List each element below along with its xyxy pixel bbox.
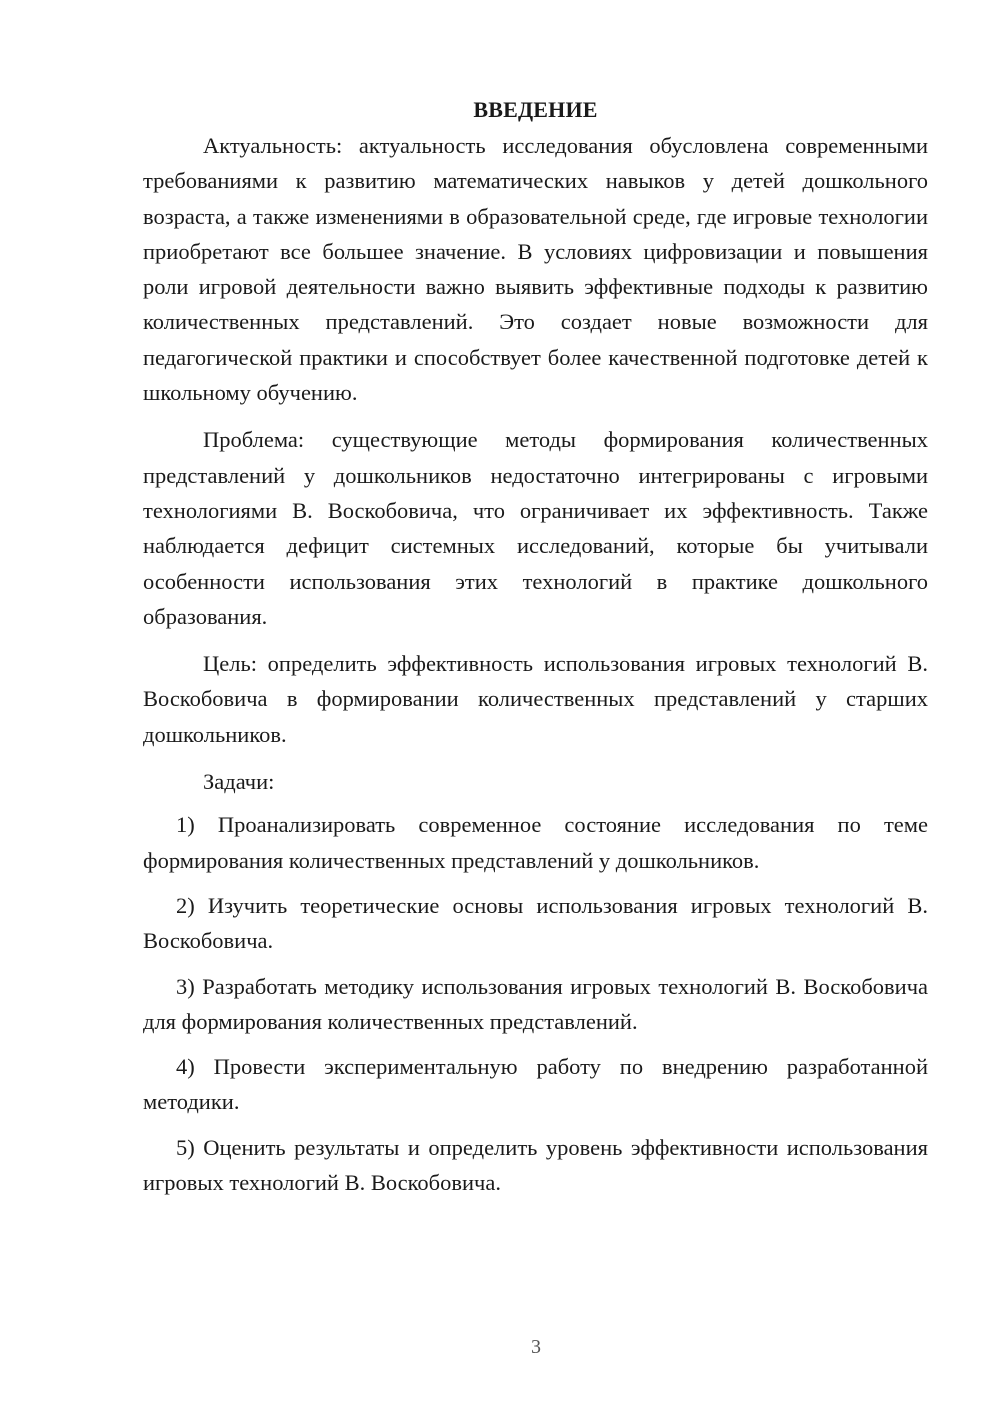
paragraph-relevance: Актуальность: актуальность исследования обусловлена современными требованиями к развитию математических навыков у детей дошкольного возраста, а также изменениями в образовательной среде, где игровые технологии приобретают все большее значение. В условиях цифровизации и повышения роли игровой деятельности важно выявить эффективные подходы к развитию количественных представлений. Это создает новые возможности для педагогической практики и способствует более качественной подготовке детей к школьному обучению. [143, 133, 928, 406]
task-item-2: 2) Изучить теоретические основы использования игровых технологий В. Воскобовича. [143, 892, 928, 954]
tasks-label: Задачи: [203, 769, 275, 795]
task-item-5: 5) Оценить результаты и определить уровень эффективности использования игровых технологий В. Воскобовича. [143, 1134, 928, 1196]
paragraph-problem: Проблема: существующие методы формирования количественных представлений у дошкольников недостаточно интегрированы с игровыми технологиями В. Воскобовича, что ограничивает их эффективность. Также наблюдается дефицит системных исследований, которые бы учитывали особенности использования этих технологий в практике дошкольного образования. [143, 427, 928, 629]
task-item-3: 3) Разработать методику использования игровых технологий В. Воскобовича для формирования количественных представлений. [143, 973, 928, 1034]
task-item-4: 4) Провести экспериментальную работу по внедрению разработанной методики. [143, 1054, 928, 1115]
section-heading: ВВЕДЕНИЕ [473, 97, 598, 122]
task-item-1: 1) Проанализировать современное состояние исследования по теме формирования количественных представлений у дошкольников. [143, 812, 928, 873]
page-number: 3 [531, 1336, 541, 1358]
paragraph-goal: Цель: определить эффективность использования игровых технологий В. Воскобовича в формировании количественных представлений у старших дошкольников. [143, 651, 928, 747]
document-body [143, 92, 928, 1200]
